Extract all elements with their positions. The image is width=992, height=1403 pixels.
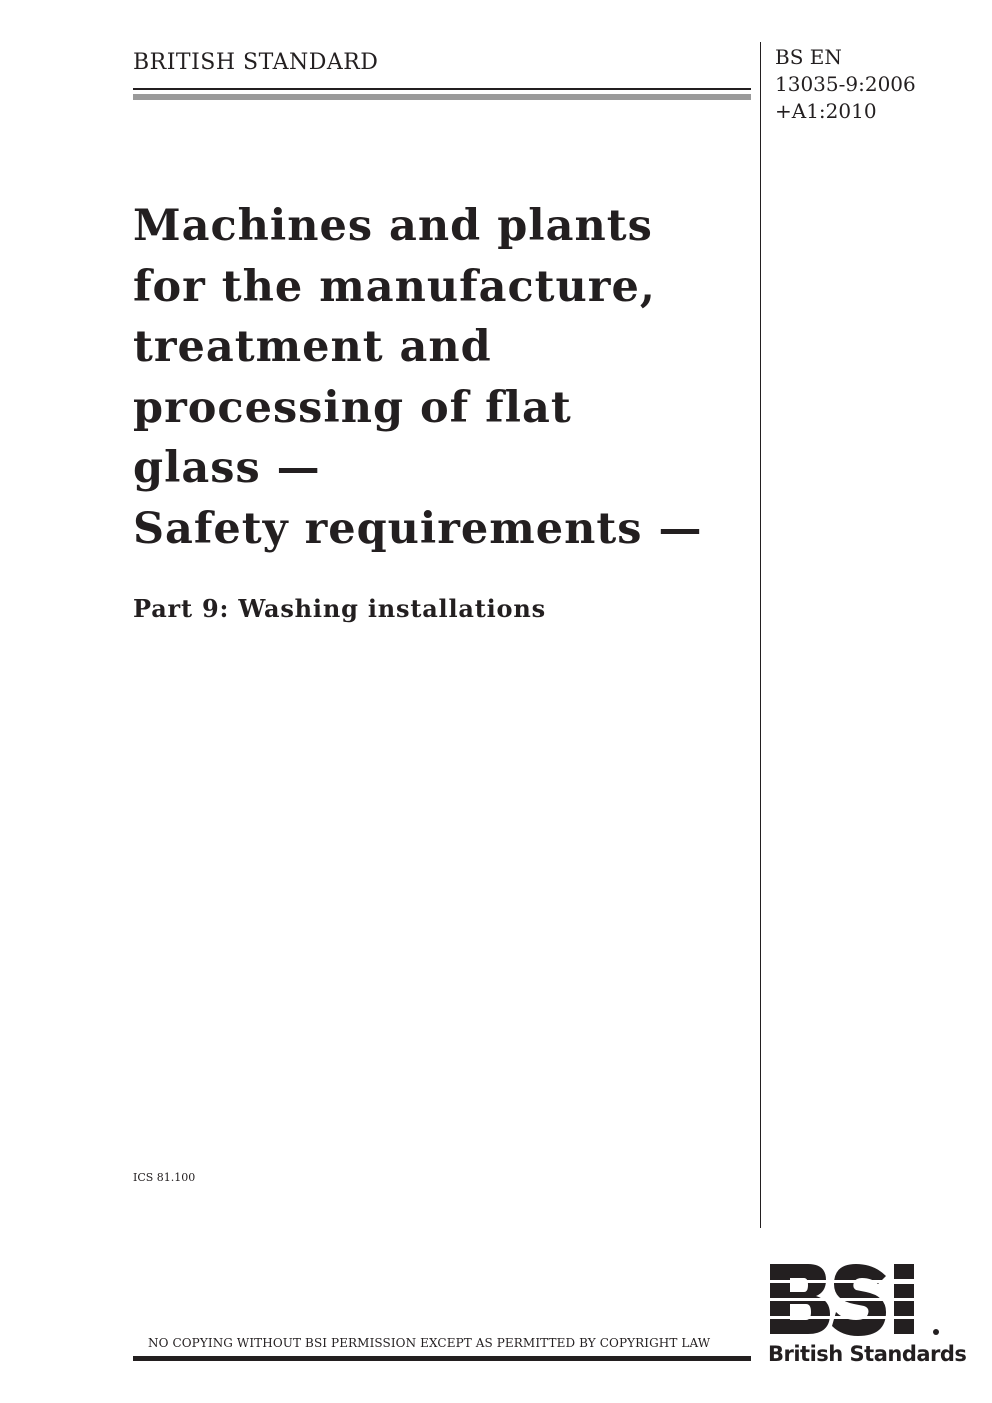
copyright-notice: NO COPYING WITHOUT BSI PERMISSION EXCEPT AS PERMITTED BY COPYRIGHT LAW: [148, 1336, 711, 1350]
document-number: [775, 44, 916, 125]
logo-caption: British Standards: [768, 1342, 967, 1366]
title-line: glass —: [133, 443, 321, 493]
document-number-line: +A1:2010: [775, 99, 877, 123]
logo-registered-mark: [933, 1329, 939, 1335]
logo-i-dot: [894, 1264, 914, 1279]
footer-rule: [133, 1356, 751, 1361]
title-line: processing of flat: [133, 382, 572, 433]
standard-type-label: BRITISH STANDARD: [133, 50, 379, 75]
title-line: Safety requirements —: [133, 503, 703, 554]
title-line: treatment and: [133, 322, 492, 372]
document-number-line: 13035-9:2006: [775, 72, 916, 96]
vertical-divider: [760, 42, 761, 1228]
document-subtitle: Part 9: Washing installations: [133, 594, 546, 623]
document-number-line: BS EN: [775, 45, 842, 69]
document-title: [133, 196, 753, 559]
title-line: Machines and plants: [133, 201, 653, 251]
ics-code: ICS 81.100: [133, 1171, 196, 1184]
header-thin-rule: [133, 88, 751, 90]
logo-letter-i: [894, 1284, 914, 1334]
title-line: for the manufacture,: [133, 261, 656, 312]
header-thick-rule: [133, 94, 751, 100]
